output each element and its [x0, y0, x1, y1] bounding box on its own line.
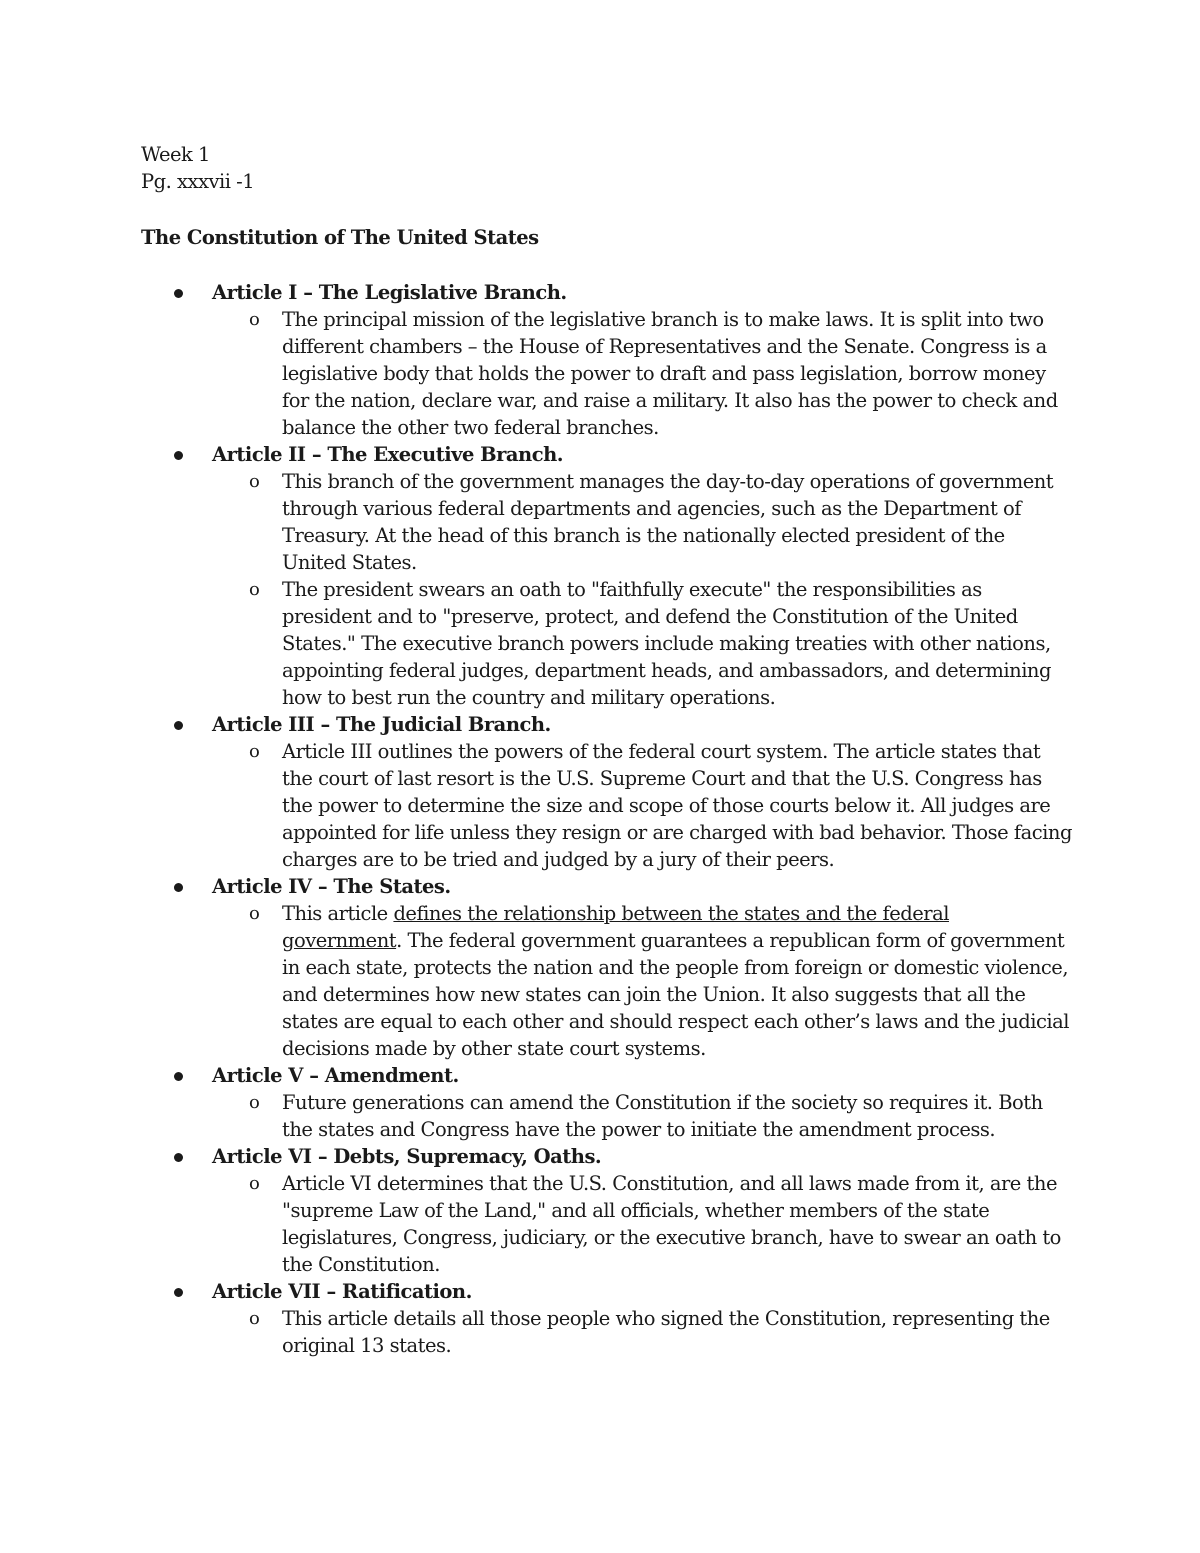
article-heading-text: Article IV – The States. — [212, 875, 451, 898]
article-item — [0, 279, 1200, 441]
article-heading — [0, 1143, 1200, 1170]
sub-bullet-icon: o — [249, 741, 260, 762]
article-heading-text: Article II – The Executive Branch. — [212, 443, 564, 466]
article-point-text: Article III outlines the powers of the federal court system. The article states that the court of last resort is the U.S. Supreme Court and that the U.S. Congress has the power to determine the size and scope of those courts below it. All judges are appointed for life unless they resign or are charged with bad behavior. Those facing charges are to be tried and judged by a jury of their peers. — [282, 740, 1072, 871]
article-heading — [0, 1278, 1200, 1305]
article-item — [0, 1278, 1200, 1359]
article-heading-text: Article III – The Judicial Branch. — [212, 713, 551, 736]
article-point-text-end: . The federal government guarantees a republican form of government in each state, protects the nation and the people from foreign or domestic violence, and determines how new states can join the Union. It also suggests that all the states are equal to each other and should respect each other’s laws and the judicial decisions made by other state court systems. — [282, 929, 1070, 1060]
sub-bullet-icon: o — [249, 1308, 260, 1329]
sub-bullet-icon: o — [249, 903, 260, 924]
article-point — [0, 900, 1072, 1062]
article-point-text-start: This article — [282, 902, 394, 925]
page-reference: Pg. xxxvii -1 — [141, 170, 255, 193]
article-point-text: This article details all those people who signed the Constitution, representing the original 13 states. — [282, 1307, 1050, 1357]
article-point-text: Article VI determines that the U.S. Constitution, and all laws made from it, are the "supreme Law of the Land," and all officials, whether members of the state legislatures, Congress, judiciary, or the executive branch, have to swear an oath to the Constitution. — [282, 1172, 1061, 1276]
article-point — [0, 306, 1072, 441]
article-heading-text: Article V – Amendment. — [212, 1064, 459, 1087]
bullet-dot-icon — [174, 1288, 183, 1297]
article-item — [0, 441, 1200, 711]
article-point — [0, 1089, 1072, 1143]
article-heading-text: Article VI – Debts, Supremacy, Oaths. — [212, 1145, 602, 1168]
article-heading-text: Article I – The Legislative Branch. — [212, 281, 567, 304]
article-outline — [0, 279, 1200, 1359]
article-point-text: Future generations can amend the Constitution if the society so requires it. Both the states and Congress have the power to initiate the amendment process. — [282, 1091, 1043, 1141]
sub-bullet-icon: o — [249, 1173, 260, 1194]
sub-bullet-icon: o — [249, 1092, 260, 1113]
bullet-dot-icon — [174, 451, 183, 460]
article-heading — [0, 873, 1200, 900]
bullet-dot-icon — [174, 1072, 183, 1081]
sub-bullet-icon: o — [249, 309, 260, 330]
article-point — [0, 576, 1072, 711]
bullet-dot-icon — [174, 883, 183, 892]
article-point — [0, 468, 1072, 576]
article-point — [0, 738, 1072, 873]
sub-bullet-icon: o — [249, 579, 260, 600]
article-point — [0, 1305, 1072, 1359]
article-heading — [0, 1062, 1200, 1089]
bullet-dot-icon — [174, 1153, 183, 1162]
article-item — [0, 873, 1200, 1062]
article-heading — [0, 711, 1200, 738]
bullet-dot-icon — [174, 721, 183, 730]
article-point-text: This branch of the government manages the day-to-day operations of government through various federal departments and agencies, such as the Department of Treasury. At the head of this branch is the nationally elected president of the United States. — [282, 470, 1054, 574]
week-label: Week 1 — [141, 143, 210, 166]
article-item — [0, 711, 1200, 873]
article-point-text: The president swears an oath to "faithfully execute" the responsibilities as president and to "preserve, protect, and defend the Constitution of the United States." The executive branch powers include making treaties with other nations, appointing federal judges, department heads, and ambassadors, and determining how to best run the country and military operations. — [282, 578, 1051, 709]
document-title: The Constitution of The United States — [141, 226, 539, 249]
sub-bullet-icon: o — [249, 471, 260, 492]
article-item — [0, 1143, 1200, 1278]
bullet-dot-icon — [174, 289, 183, 298]
article-point — [0, 1170, 1072, 1278]
underlined-phrase: defines the relationship between the states and the federal government — [282, 902, 949, 952]
article-heading — [0, 441, 1200, 468]
article-heading-text: Article VII – Ratification. — [212, 1280, 472, 1303]
article-heading — [0, 279, 1200, 306]
article-point-text: The principal mission of the legislative branch is to make laws. It is split into two different chambers – the House of Representatives and the Senate. Congress is a legislative body that holds the power to draft and pass legislation, borrow money for the nation, declare war, and raise a military. It also has the power to check and balance the other two federal branches. — [282, 308, 1058, 439]
article-item — [0, 1062, 1200, 1143]
